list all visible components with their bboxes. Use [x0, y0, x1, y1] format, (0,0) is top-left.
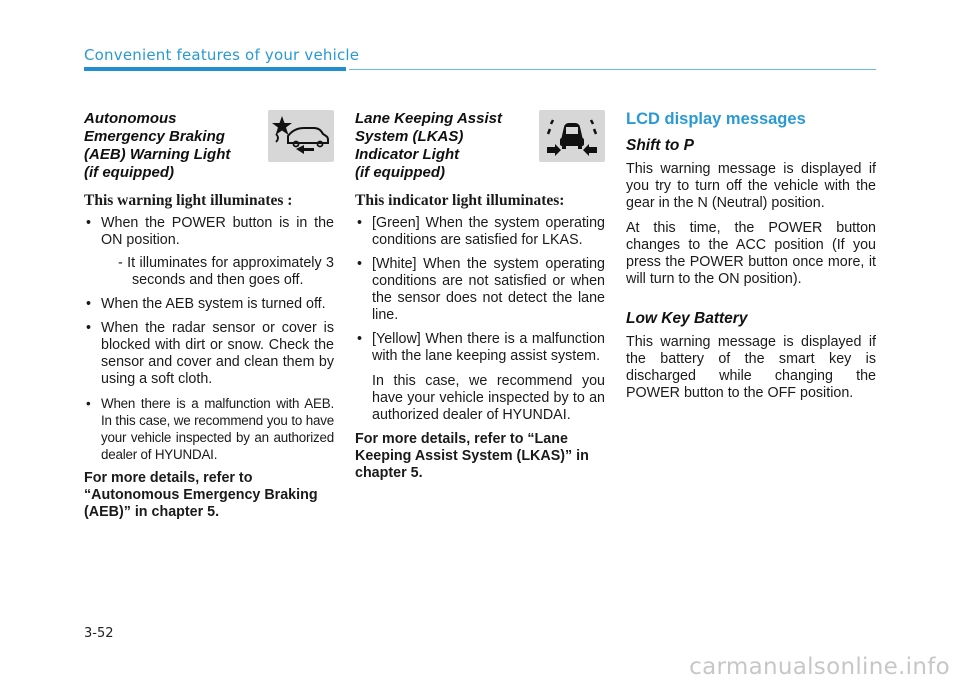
shift-to-p-paragraph-2: At this time, the POWER button changes to the ACC position (If you press the POWER button once more, it will turn to the ON position). — [626, 220, 876, 287]
lkas-subhead: This indicator light illuminates: — [355, 192, 565, 209]
aeb-title — [84, 110, 254, 182]
lkas-bullet-2: • [White] When the system operating conditions are not satisfied or when the sensor does not detect the lane line. — [355, 256, 605, 324]
low-key-battery-title: Low Key Battery — [626, 310, 748, 327]
lkas-title-line: System (LKAS) — [355, 128, 464, 145]
lkas-bullet-3: [Yellow] When there is a malfunction with the lane keeping assist system. — [372, 331, 605, 364]
shift-to-p-paragraph-1: This warning message is displayed if you try to turn off the vehicle with the gear in the N (Neutral) position. — [626, 161, 876, 211]
lkas-title-line: (if equipped) — [355, 164, 445, 181]
aeb-condition-list — [84, 215, 334, 463]
aeb-bullet-4: • When there is a malfunction with AEB. In this case, we recommend you to have your vehicle inspected by an authorized dealer of HYUNDAI. — [84, 395, 334, 463]
shift-to-p-title: Shift to P — [626, 137, 695, 154]
header-rule-line — [349, 69, 876, 70]
aeb-bullet-1-sub: - It illuminates for approximately 3 seconds and then goes off. — [118, 255, 334, 288]
section-header-title: Convenient features of your vehicle — [84, 46, 360, 64]
list-item — [84, 215, 334, 289]
header-accent-bar — [84, 67, 346, 71]
lkas-title — [355, 110, 525, 182]
lkas-title-line: Indicator Light — [355, 146, 460, 163]
aeb-bullet-1: When the POWER button is in the ON position. — [101, 215, 334, 248]
lkas-title-line: Lane Keeping Assist — [355, 110, 502, 127]
aeb-title-line: (if equipped) — [84, 164, 174, 181]
page-number: 3-52 — [84, 626, 114, 641]
lkas-bullet-3-continued: In this case, we recommend you have your vehicle inspected by to an authorized dealer of HYUNDAI. — [372, 373, 605, 423]
lkas-bullet-1: • [Green] When the system operating conditions are satisfied for LKAS. — [355, 215, 605, 249]
lcd-section-title: LCD display messages — [626, 110, 806, 128]
aeb-bullet-3: • When the radar sensor or cover is blocked with dirt or snow. Check the sensor and cover and clean them by using a soft cloth. — [84, 320, 334, 388]
aeb-title-line: Emergency Braking — [84, 128, 225, 145]
aeb-column — [84, 110, 334, 521]
lcd-column — [626, 110, 876, 410]
aeb-title-line: Autonomous — [84, 110, 177, 127]
low-key-battery-paragraph: This warning message is displayed if the battery of the smart key is discharged while changing the POWER button to the OFF position. — [626, 334, 876, 401]
aeb-bullet-2: • When the AEB system is turned off. — [84, 296, 334, 313]
aeb-subhead: This warning light illuminates : — [84, 192, 293, 209]
aeb-reference: For more details, refer to “Autonomous Emergency Braking (AEB)” in chapter 5. — [84, 470, 318, 520]
aeb-title-line: (AEB) Warning Light — [84, 146, 231, 163]
lkas-column — [355, 110, 605, 482]
lkas-condition-list — [355, 215, 605, 424]
lkas-reference: For more details, refer to “Lane Keeping Assist System (LKAS)” in chapter 5. — [355, 431, 589, 481]
watermark: carmanualsonline.info — [689, 654, 950, 680]
list-item — [355, 331, 605, 424]
